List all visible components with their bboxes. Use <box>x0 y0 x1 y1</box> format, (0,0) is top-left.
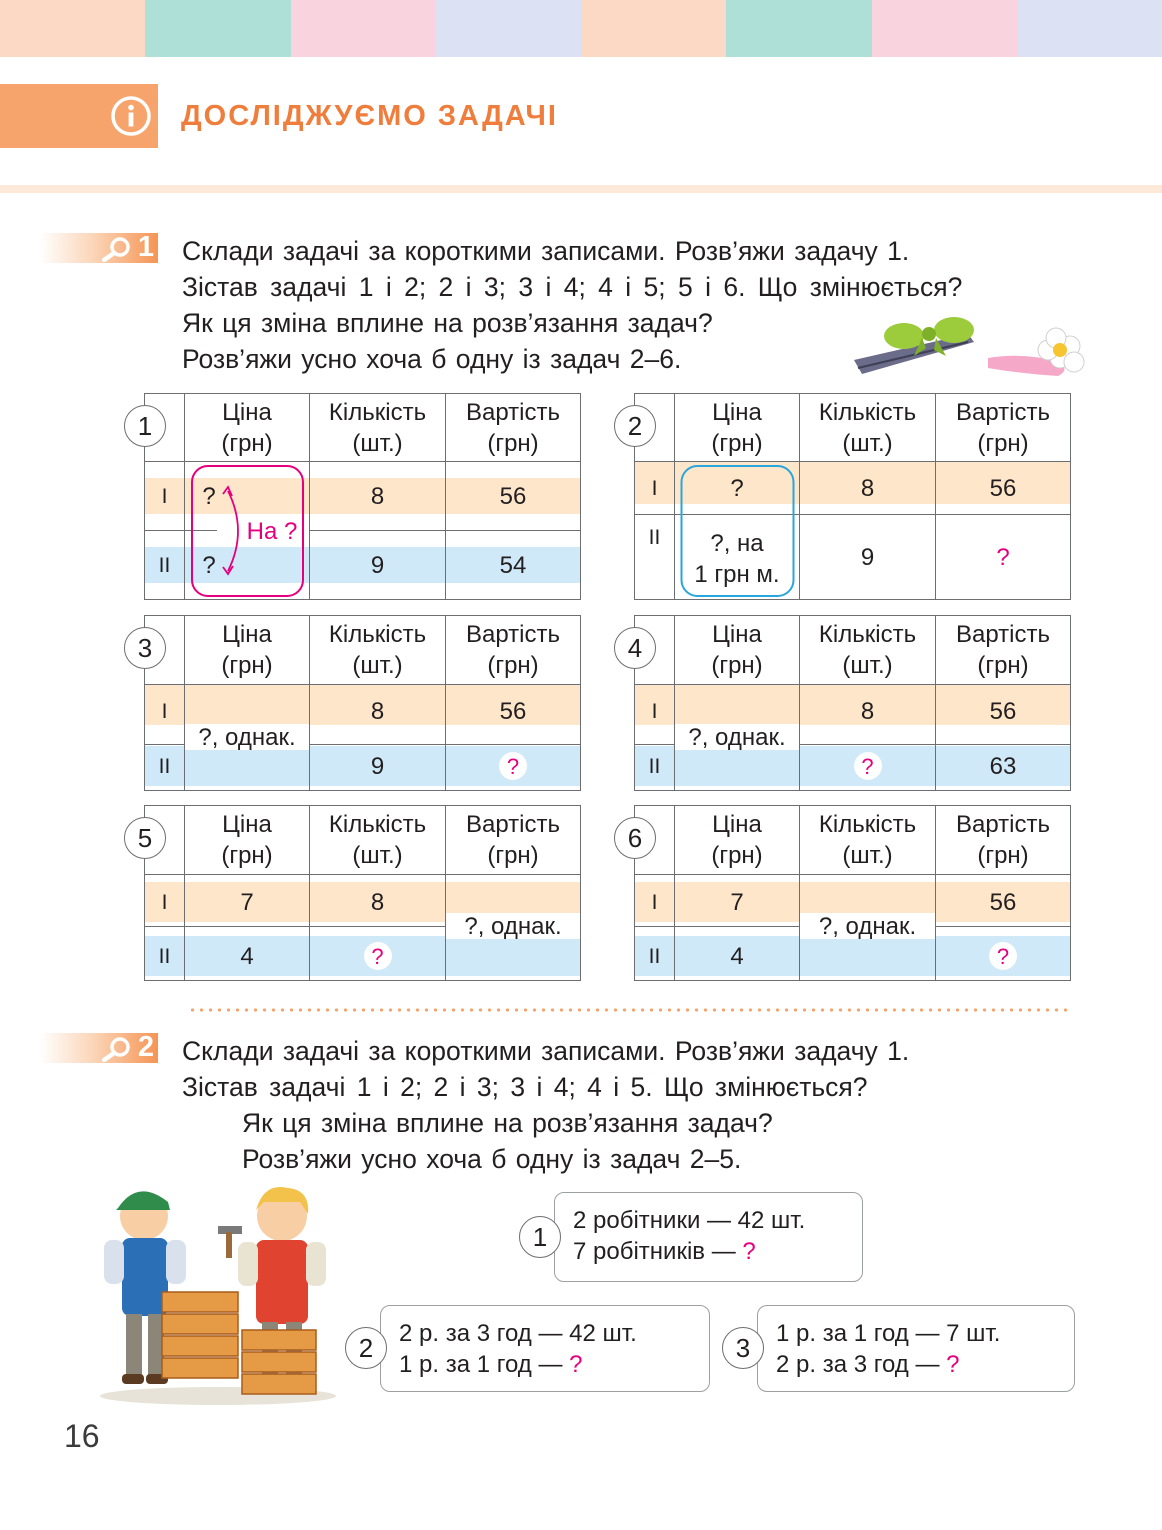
task-line: Склади задачі за короткими записами. Розв’яжи задачу 1. <box>182 236 910 266</box>
task-line: Як ця зміна вплине на розв’язання задач? <box>182 308 713 338</box>
header-divider <box>0 185 1162 193</box>
dotted-divider <box>188 1008 1068 1012</box>
magnifier-icon <box>100 1036 134 1062</box>
task-table-1: Ціна (грн) Кількість (шт.) Вартість (грн) I II ? ? 8 9 56 54 На ? <box>144 393 581 600</box>
table-number: 6 <box>614 817 656 859</box>
short-note-card-3: 1 р. за 1 год — 7 шт. 2 р. за 3 год — ? <box>757 1305 1075 1392</box>
card-number: 2 <box>345 1327 387 1369</box>
strip-segment <box>1017 0 1162 57</box>
strip-segment <box>581 0 726 57</box>
table-number: 5 <box>124 817 166 859</box>
task-line: Зістав задачі 1 і 2; 2 і 3; 3 і 4; 4 і 5; 5 і 6. Що змінюється? <box>182 272 963 302</box>
strip-segment <box>872 0 1017 57</box>
card-number: 1 <box>519 1216 561 1258</box>
strip-segment <box>0 0 145 57</box>
table-number: 2 <box>614 405 656 447</box>
magnifier-icon <box>100 236 134 262</box>
task-table-6: Ціна (грн) Кількість (шт.) Вартість (грн) I II 7 56 4 ? ?, однак. <box>634 805 1071 981</box>
strip-segment <box>145 0 290 57</box>
short-note-card-1: 2 робітники — 42 шт. 7 робітників — ? <box>554 1192 863 1282</box>
workers-illustration <box>92 1180 344 1406</box>
exercise-marker <box>40 233 158 263</box>
strip-segment <box>726 0 871 57</box>
exercise-number: 2 <box>137 1031 154 1063</box>
info-icon <box>110 95 152 137</box>
task-line: Склади задачі за короткими записами. Розв’яжи задачу 1. <box>182 1036 910 1066</box>
task-line: Як ця зміна вплине на розв’язання задач? <box>242 1108 773 1138</box>
strip-segment <box>436 0 581 57</box>
task-table-4: Ціна (грн) Кількість (шт.) Вартість (грн) I II ?, однак. 8 56 ? 63 <box>634 615 1071 791</box>
short-note-card-2: 2 р. за 3 год — 42 шт. 1 р. за 1 год — ? <box>380 1305 710 1392</box>
strip-segment <box>291 0 436 57</box>
exercise-marker <box>40 1033 158 1063</box>
task-line: Розв’яжи усно хоча б одну із задач 2–6. <box>182 344 682 374</box>
task-line: Зістав задачі 1 і 2; 2 і 3; 3 і 4; 4 і 5. Що змінюється? <box>182 1072 868 1102</box>
difference-note: На ? <box>246 517 298 545</box>
task-table-2: Ціна (грн) Кількість (шт.) Вартість (грн) I II ? 8 56 ?, на 1 грн м. 9 ? <box>634 393 1071 600</box>
task-line: Розв’яжи усно хоча б одну із задач 2–5. <box>242 1144 742 1174</box>
table-number: 1 <box>124 405 166 447</box>
exercise-number: 1 <box>137 231 154 263</box>
section-title: ДОСЛІДЖУЄМО ЗАДАЧІ <box>181 100 558 132</box>
comparison-bracket <box>190 464 306 600</box>
table-number: 4 <box>614 627 656 669</box>
table-number: 3 <box>124 627 166 669</box>
top-color-strip <box>0 0 1162 57</box>
task-table-5: Ціна (грн) Кількість (шт.) Вартість (грн) I II 7 8 4 ? ?, однак. <box>144 805 581 981</box>
card-number: 3 <box>722 1327 764 1369</box>
task-table-3: Ціна (грн) Кількість (шт.) Вартість (грн) I II ?, однак. 8 56 9 ? <box>144 615 581 791</box>
hair-clips-illustration <box>848 312 1088 386</box>
price-highlight-frame <box>680 464 796 600</box>
page-number: 16 <box>64 1418 100 1454</box>
